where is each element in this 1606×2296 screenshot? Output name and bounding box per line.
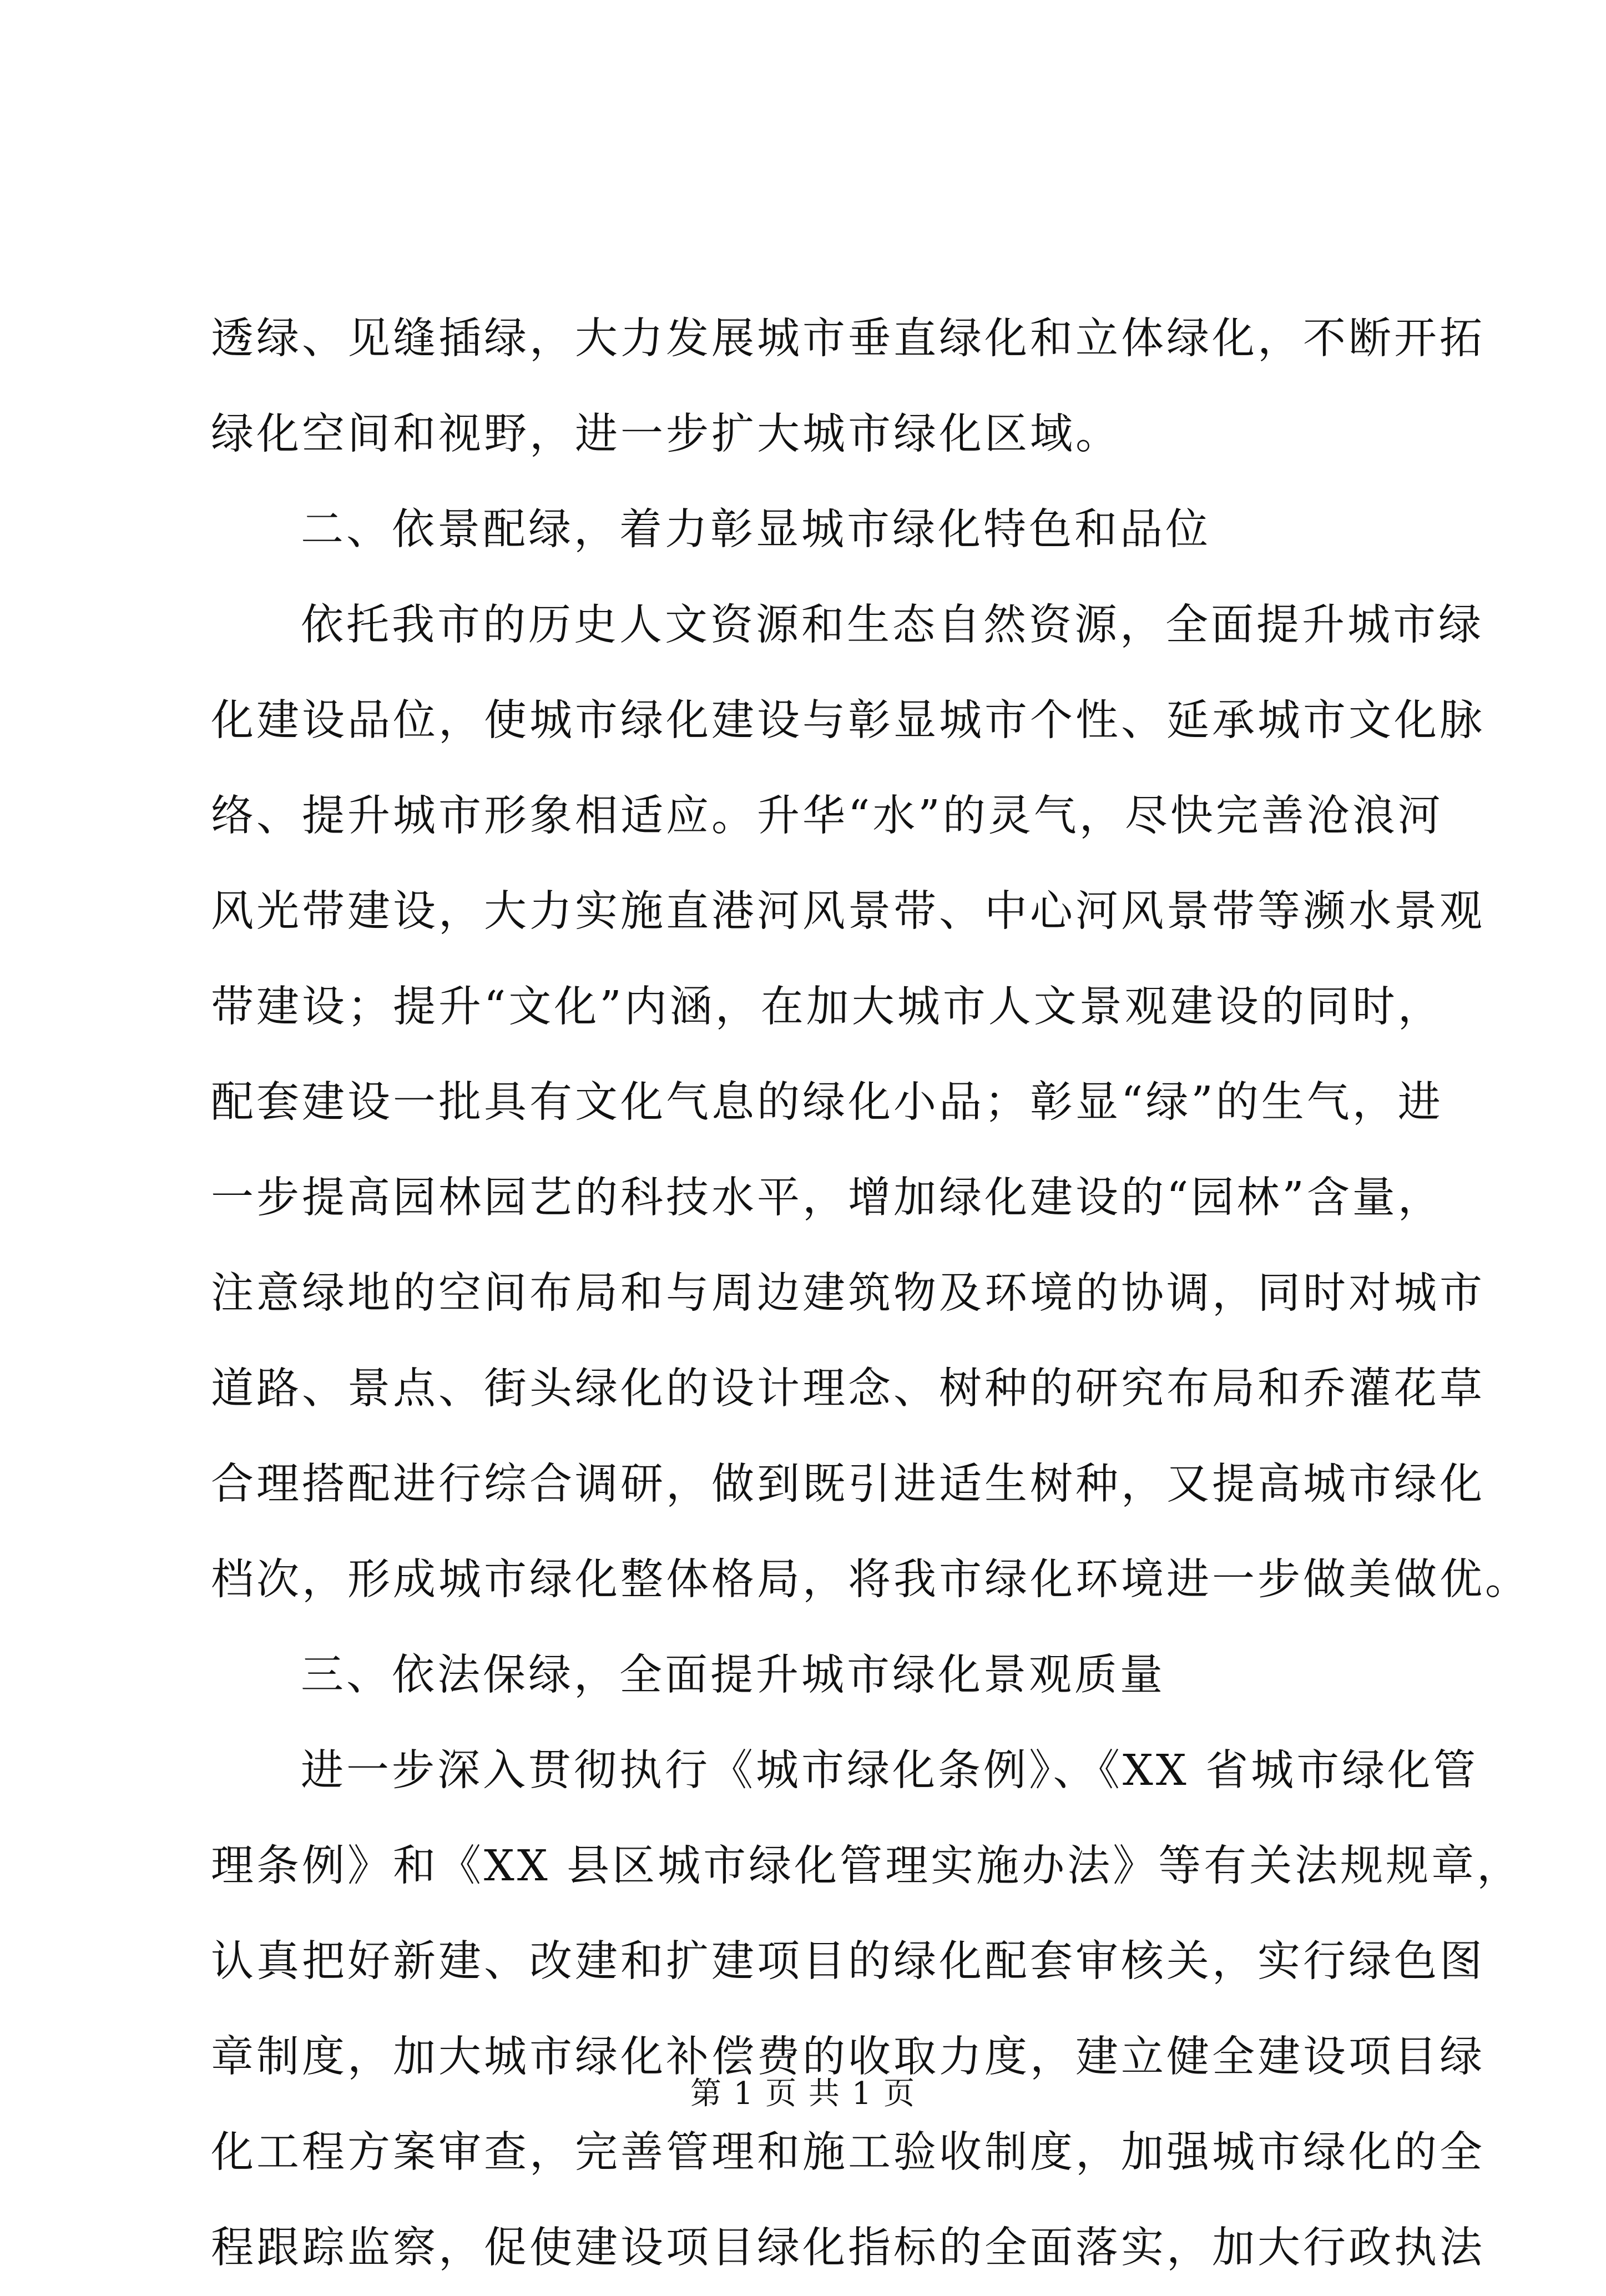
- section-heading-2: 二、依景配绿，着力彰显城市绿化特色和品位: [301, 505, 1211, 554]
- body-line: 配套建设一批具有文化气息的绿化小品；彰显“绿”的生气，进: [211, 1078, 1443, 1127]
- body-line: 合理搭配进行综合调研，做到既引进适生树种，又提高城市绿化: [211, 1460, 1485, 1509]
- body-line: 一步提高园林园艺的科技水平，增加绿化建设的“园林”含量，: [211, 1173, 1443, 1223]
- body-line: 认真把好新建、改建和扩建项目的绿化配套审核关，实行绿色图: [211, 1937, 1485, 1986]
- page-footer: 第 1 页 共 1 页: [690, 2076, 916, 2112]
- body-line: 透绿、见缝插绿，大力发展城市垂直绿化和立体绿化，不断开拓: [211, 314, 1485, 364]
- document-body: [211, 291, 1531, 2296]
- body-line: 化建设品位，使城市绿化建设与彰显城市个性、延承城市文化脉: [211, 696, 1485, 745]
- paragraph-start: 依托我市的历史人文资源和生态自然资源，全面提升城市绿: [301, 601, 1484, 650]
- body-line: 理条例》和《XX 县区城市绿化管理实施办法》等有关法规规章，: [211, 1841, 1523, 1891]
- section-heading-3: 三、依法保绿，全面提升城市绿化景观质量: [301, 1651, 1165, 1700]
- body-line: 档次，形成城市绿化整体格局，将我市绿化环境进一步做美做优。: [211, 1555, 1531, 1604]
- body-line: 化工程方案审查，完善管理和施工验收制度，加强城市绿化的全: [211, 2128, 1485, 2177]
- body-line: 注意绿地的空间布局和与周边建筑物及环境的协调，同时对城市: [211, 1269, 1485, 1318]
- body-line: 绿化空间和视野，进一步扩大城市绿化区域。: [211, 410, 1121, 459]
- paragraph-start: 进一步深入贯彻执行《城市绿化条例》、《XX 省城市绿化管: [301, 1746, 1479, 1795]
- body-line: 道路、景点、街头绿化的设计理念、树种的研究布局和乔灌花草: [211, 1364, 1485, 1414]
- body-line: 带建设；提升“文化”内涵，在加大城市人文景观建设的同时，: [211, 982, 1443, 1032]
- body-line: 程跟踪监察，促使建设项目绿化指标的全面落实，加大行政执法: [211, 2223, 1485, 2273]
- body-line: 章制度，加大城市绿化补偿费的收取力度，建立健全建设项目绿: [211, 2032, 1485, 2082]
- body-line: 络、提升城市形象相适应。升华“水”的灵气，尽快完善沧浪河: [211, 791, 1443, 841]
- body-line: 风光带建设，大力实施直港河风景带、中心河风景带等濒水景观: [211, 887, 1485, 936]
